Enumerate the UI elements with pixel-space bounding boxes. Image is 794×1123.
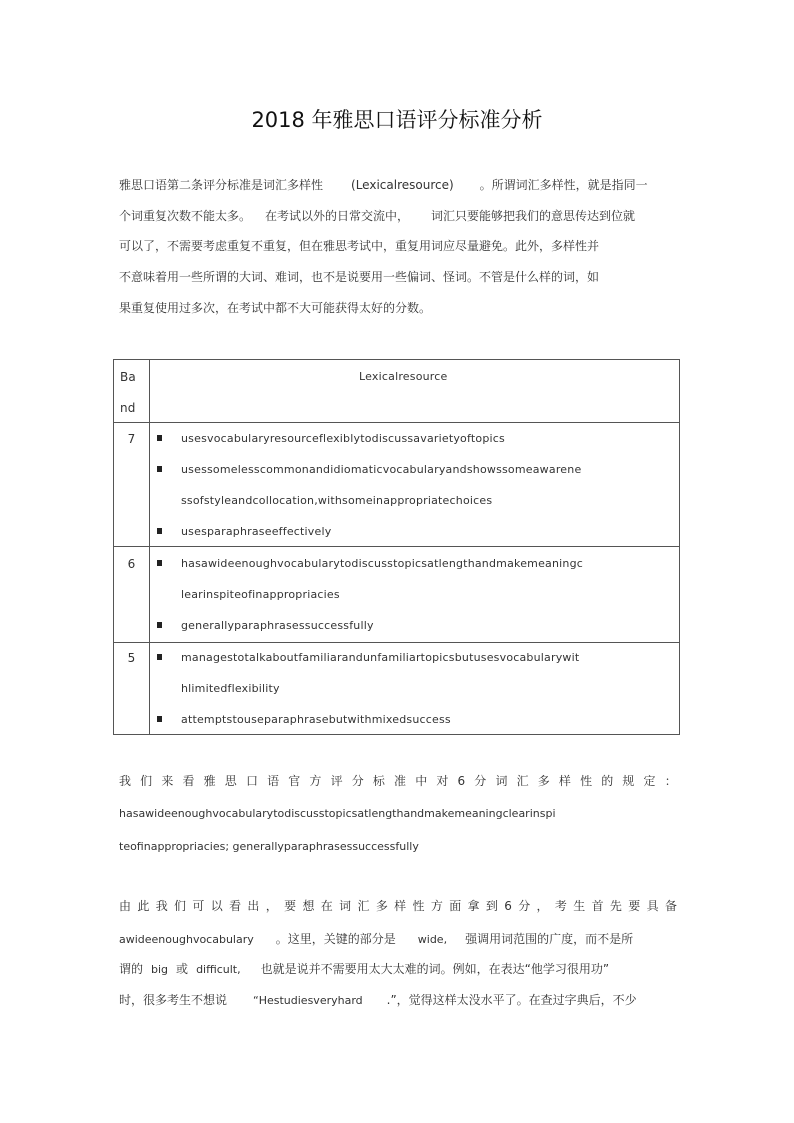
spaced-char: 先 [609,899,622,913]
intro-line: 不意味着用一些所谓的大词、难词，也不是说要用一些偏词、怪词。不管是什么样的词，如 [119,270,600,284]
spaced-char: 到 [485,899,498,913]
page-title: 2018 年雅思口语评分标准分析 [251,108,543,132]
band-number: 5 [127,651,136,665]
spaced-char: 分 [351,774,364,788]
spaced-char: 词 [339,899,352,913]
text-line: hasawideenoughvocabularytodiscusstopicsatlengthandmakemeaningclearinspi [119,807,556,820]
spaced-char: 们 [174,899,187,913]
spaced-char: 由 [119,899,132,913]
spaced-char: 口 [245,774,258,788]
spaced-char: 多 [375,899,388,913]
spaced-char: 评 [330,774,343,788]
spaced-char: 看 [229,899,242,913]
row-divider [114,422,679,423]
text-line: 时，很多考生不想说 “Hestudiesveryhard .”，觉得这样太没水平了。在查过字典后，不少 [119,993,637,1007]
spaced-char: 官 [288,774,301,788]
lexical-resource-table [113,359,680,735]
intro-paragraph [119,176,679,321]
spaced-char: 首 [591,899,604,913]
descriptor-text: generallyparaphrasessuccessfully [181,619,374,632]
spaced-char: 生 [573,899,586,913]
spaced-char: 分 [518,899,531,913]
text-line: teofinappropriacies; generallyparaphrasessuccessfully [119,840,419,853]
spaced-char: 考 [554,899,567,913]
spaced-char: 以 [210,899,223,913]
spaced-char: 我 [119,774,132,788]
spaced-char: 定 [643,774,656,788]
bullet-icon [157,466,162,472]
spaced-char: 来 [161,774,174,788]
spaced-char: 分 [474,774,487,788]
bullet-icon [157,528,162,534]
spaced-char: 们 [140,774,153,788]
spaced-char: 拿 [467,899,480,913]
spaced-char: 样 [394,899,407,913]
spaced-line [119,772,677,790]
spaced-char: 要 [628,899,641,913]
descriptor-text: usessomelesscommonandidiomaticvocabularyandshowssomeawarene [181,463,582,476]
intro-line: 个词重复次数不能太多。 在考试以外的日常交流中， 词汇只要能够把我们的意思传达到位就 [119,209,636,223]
spaced-char: 思 [224,774,237,788]
spaced-char: 我 [155,899,168,913]
descriptor-text: hasawideenoughvocabularytodiscusstopicsatlengthandmakemeaningc [181,557,584,570]
spaced-char: 词 [495,774,508,788]
row-divider [114,642,679,643]
column-divider [149,360,150,734]
band-number: 6 [127,557,136,571]
intro-line: 果重复使用过多次，在考试中都不大可能获得太好的分数。 [119,301,432,315]
spaced-char: 在 [320,899,333,913]
spaced-char: 面 [449,899,462,913]
spaced-char: 对 [436,774,449,788]
descriptor-text: learinspiteofinappropriacies [181,588,340,601]
spaced-char: 多 [537,774,550,788]
band-number: 7 [127,432,136,446]
spaced-char: 汇 [357,899,370,913]
analysis-paragraph [119,897,679,1017]
spaced-line [119,897,677,915]
spaced-char: 的 [601,774,614,788]
bullet-icon [157,435,162,441]
spaced-char: 雅 [203,774,216,788]
descriptor-text: attemptstouseparaphrasebutwithmixedsuccess [181,713,451,726]
band6-paragraph [119,772,679,862]
bullet-icon [157,560,162,566]
bullet-icon [157,622,162,628]
spaced-char: 此 [137,899,150,913]
header-band: nd [120,401,136,415]
spaced-char: 要 [284,899,297,913]
header-band: Ba [120,370,136,384]
spaced-char: 想 [302,899,315,913]
spaced-char: 方 [430,899,443,913]
spaced-char: ： [664,774,677,788]
spaced-char: ， [536,899,549,913]
descriptor-text: managestotalkaboutfamiliarandunfamiliartopicsbutusesvocabularywit [181,651,580,664]
spaced-char: 6 [457,774,466,788]
spaced-char: 准 [394,774,407,788]
descriptor-text: usesvocabularyresourceflexiblytodiscussavarietyoftopics [181,432,505,445]
text-line: 谓的 big 或 difficult, 也就是说并不需要用太大太难的词。例如，在表达“他学习很用功” [119,962,610,976]
spaced-char: 看 [182,774,195,788]
header-lexical-resource: Lexicalresource [359,370,448,383]
spaced-char: 方 [309,774,322,788]
spaced-char: 规 [622,774,635,788]
spaced-char: 具 [646,899,659,913]
spaced-char: 可 [192,899,205,913]
spaced-char: 汇 [516,774,529,788]
bullet-icon [157,716,162,722]
spaced-char: 样 [558,774,571,788]
spaced-char: 备 [664,899,677,913]
descriptor-text: ssofstyleandcollocation,withsomeinappropriatechoices [181,494,493,507]
bullet-icon [157,654,162,660]
spaced-char: 性 [412,899,425,913]
spaced-char: 性 [580,774,593,788]
spaced-char: ， [265,899,278,913]
text-line: awideenoughvocabulary 。这里，关键的部分是 wide, 强调用词范围的广度，而不是所 [119,932,634,946]
row-divider [114,546,679,547]
spaced-char: 语 [267,774,280,788]
spaced-char: 中 [415,774,428,788]
descriptor-text: usesparaphraseeffectively [181,525,332,538]
intro-line: 雅思口语第二条评分标准是词汇多样性 (Lexicalresource) 。所谓词汇多样性，就是指同一 [119,178,648,192]
spaced-char: 6 [504,899,512,913]
spaced-char: 出 [247,899,260,913]
intro-line: 可以了，不需要考虑重复不重复，但在雅思考试中，重复用词应尽量避免。此外，多样性并 [119,239,600,253]
descriptor-text: hlimitedflexibility [181,682,280,695]
spaced-char: 标 [372,774,385,788]
